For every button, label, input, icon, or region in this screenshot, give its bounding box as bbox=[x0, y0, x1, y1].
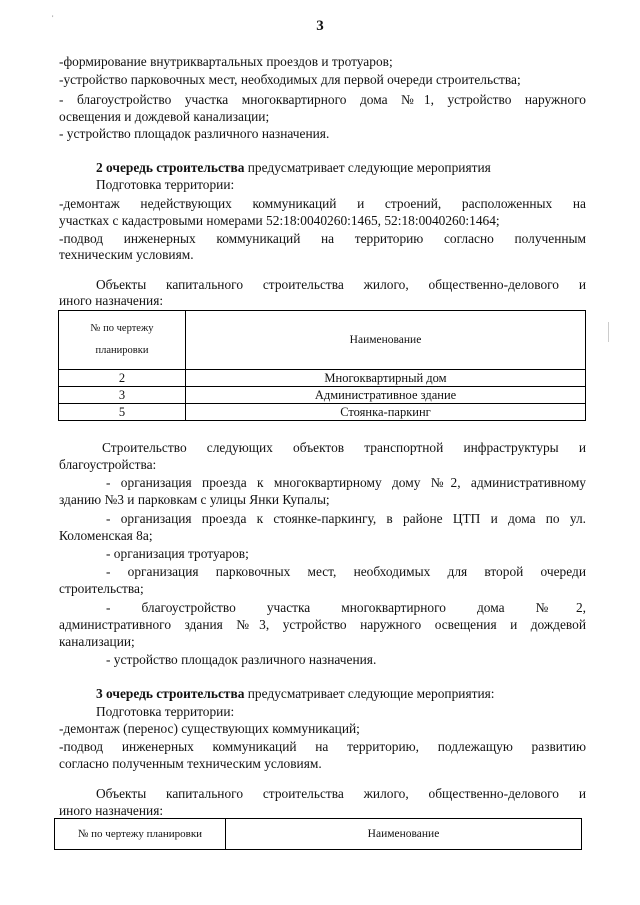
row-name: Административное здание bbox=[186, 387, 586, 404]
table-header-name: Наименование bbox=[226, 819, 582, 850]
header-number-line-2: планировки bbox=[95, 345, 149, 356]
stage2-prep: Подготовка территории: bbox=[96, 177, 235, 192]
row-number: 5 bbox=[59, 404, 186, 421]
table-header-number bbox=[59, 311, 186, 370]
table-header-row bbox=[55, 819, 582, 850]
transport-item-2-line-2: Коломенская 8а; bbox=[59, 528, 153, 543]
stage2-heading bbox=[96, 160, 586, 176]
page-number: 3 bbox=[316, 18, 324, 34]
transport-item-3: - организация тротуаров; bbox=[106, 546, 249, 561]
stage3-objects-table bbox=[54, 818, 582, 850]
intro-line-4: освещения и дождевой канализации; bbox=[59, 109, 270, 124]
intro-line-2: -устройство парковочных мест, необходимых для первой очереди строительства; bbox=[59, 72, 521, 87]
row-name: Многоквартирный дом bbox=[186, 370, 586, 387]
stage2-demolish-line-2: участках с кадастровыми номерами 52:18:0040260:1465, 52:18:0040260:1464; bbox=[59, 213, 500, 228]
transport-item-1-line-1: - организация проезда к многоквартирному дому №2, административному bbox=[106, 475, 586, 490]
intro-line-1: -формирование внутриквартальных проездов и тротуаров; bbox=[59, 54, 393, 69]
scan-artifact-line bbox=[608, 322, 609, 342]
stage2-objects-line-2: иного назначения: bbox=[59, 293, 164, 308]
transport-item-5-line-2: административного здания №3, устройство наружного освещения и дождевой bbox=[59, 617, 586, 632]
table-header-number: № по чертежу планировки bbox=[55, 819, 226, 850]
transport-item-6: - устройство площадок различного назначения. bbox=[106, 652, 377, 667]
table-row bbox=[59, 404, 586, 421]
row-number: 2 bbox=[59, 370, 186, 387]
stage2-utility-line-1: -подвод инженерных коммуникаций на территорию согласно полученным bbox=[59, 231, 586, 246]
corner-mark: , bbox=[52, 12, 54, 18]
stage3-prep: Подготовка территории: bbox=[96, 704, 235, 719]
stage3-heading bbox=[96, 686, 586, 702]
transport-item-5-line-1: - благоустройство участка многоквартирного дома №2, bbox=[106, 600, 586, 615]
stage2-objects-line-1: Объекты капитального строительства жилого, общественно-делового и bbox=[96, 277, 586, 292]
row-number: 3 bbox=[59, 387, 186, 404]
table-header-row bbox=[59, 311, 586, 370]
transport-item-1-line-2: зданию №3 и парковкам с улицы Янки Купалы; bbox=[59, 492, 330, 507]
transport-item-2-line-1: - организация проезда к стоянке-паркингу, в районе ЦТП и дома по ул. bbox=[106, 511, 586, 526]
stage3-utility-line-1: -подвод инженерных коммуникаций на территорию, подлежащую развитию bbox=[59, 739, 586, 754]
stage2-heading-bold: 2 очередь строительства bbox=[96, 160, 245, 175]
table-row bbox=[59, 387, 586, 404]
row-name: Стоянка-паркинг bbox=[186, 404, 586, 421]
stage3-objects-line-1: Объекты капитального строительства жилого, общественно-делового и bbox=[96, 786, 586, 801]
stage2-heading-rest: предусматривает следующие мероприятия bbox=[244, 160, 491, 175]
table-row bbox=[59, 370, 586, 387]
stage2-utility-line-2: техническим условиям. bbox=[59, 247, 194, 262]
transport-item-4-line-1: - организация парковочных мест, необходимых для второй очереди bbox=[106, 564, 586, 579]
transport-item-4-line-2: строительства; bbox=[59, 581, 144, 596]
stage2-demolish-line-1: -демонтаж недействующих коммуникаций и строений, расположенных на bbox=[59, 196, 586, 211]
stage3-utility-line-2: согласно полученным техническим условиям. bbox=[59, 756, 322, 771]
header-number-line-1: № по чертежу bbox=[90, 323, 154, 334]
stage2-objects-table bbox=[58, 310, 586, 421]
intro-line-5: - устройство площадок различного назначения. bbox=[59, 126, 330, 141]
table-header-name: Наименование bbox=[186, 311, 586, 370]
stage3-objects-line-2: иного назначения: bbox=[59, 803, 164, 818]
intro-line-3: - благоустройство участка многоквартирного дома №1, устройство наружного bbox=[59, 92, 586, 107]
stage3-demolish: -демонтаж (перенос) существующих коммуникаций; bbox=[59, 721, 360, 736]
transport-item-5-line-3: канализации; bbox=[59, 634, 135, 649]
transport-line-1: Строительство следующих объектов транспортной инфраструктуры и bbox=[102, 440, 586, 455]
stage3-heading-rest: предусматривает следующие мероприятия: bbox=[244, 686, 495, 701]
stage3-heading-bold: 3 очередь строительства bbox=[96, 686, 245, 701]
transport-line-2: благоустройства: bbox=[59, 457, 157, 472]
